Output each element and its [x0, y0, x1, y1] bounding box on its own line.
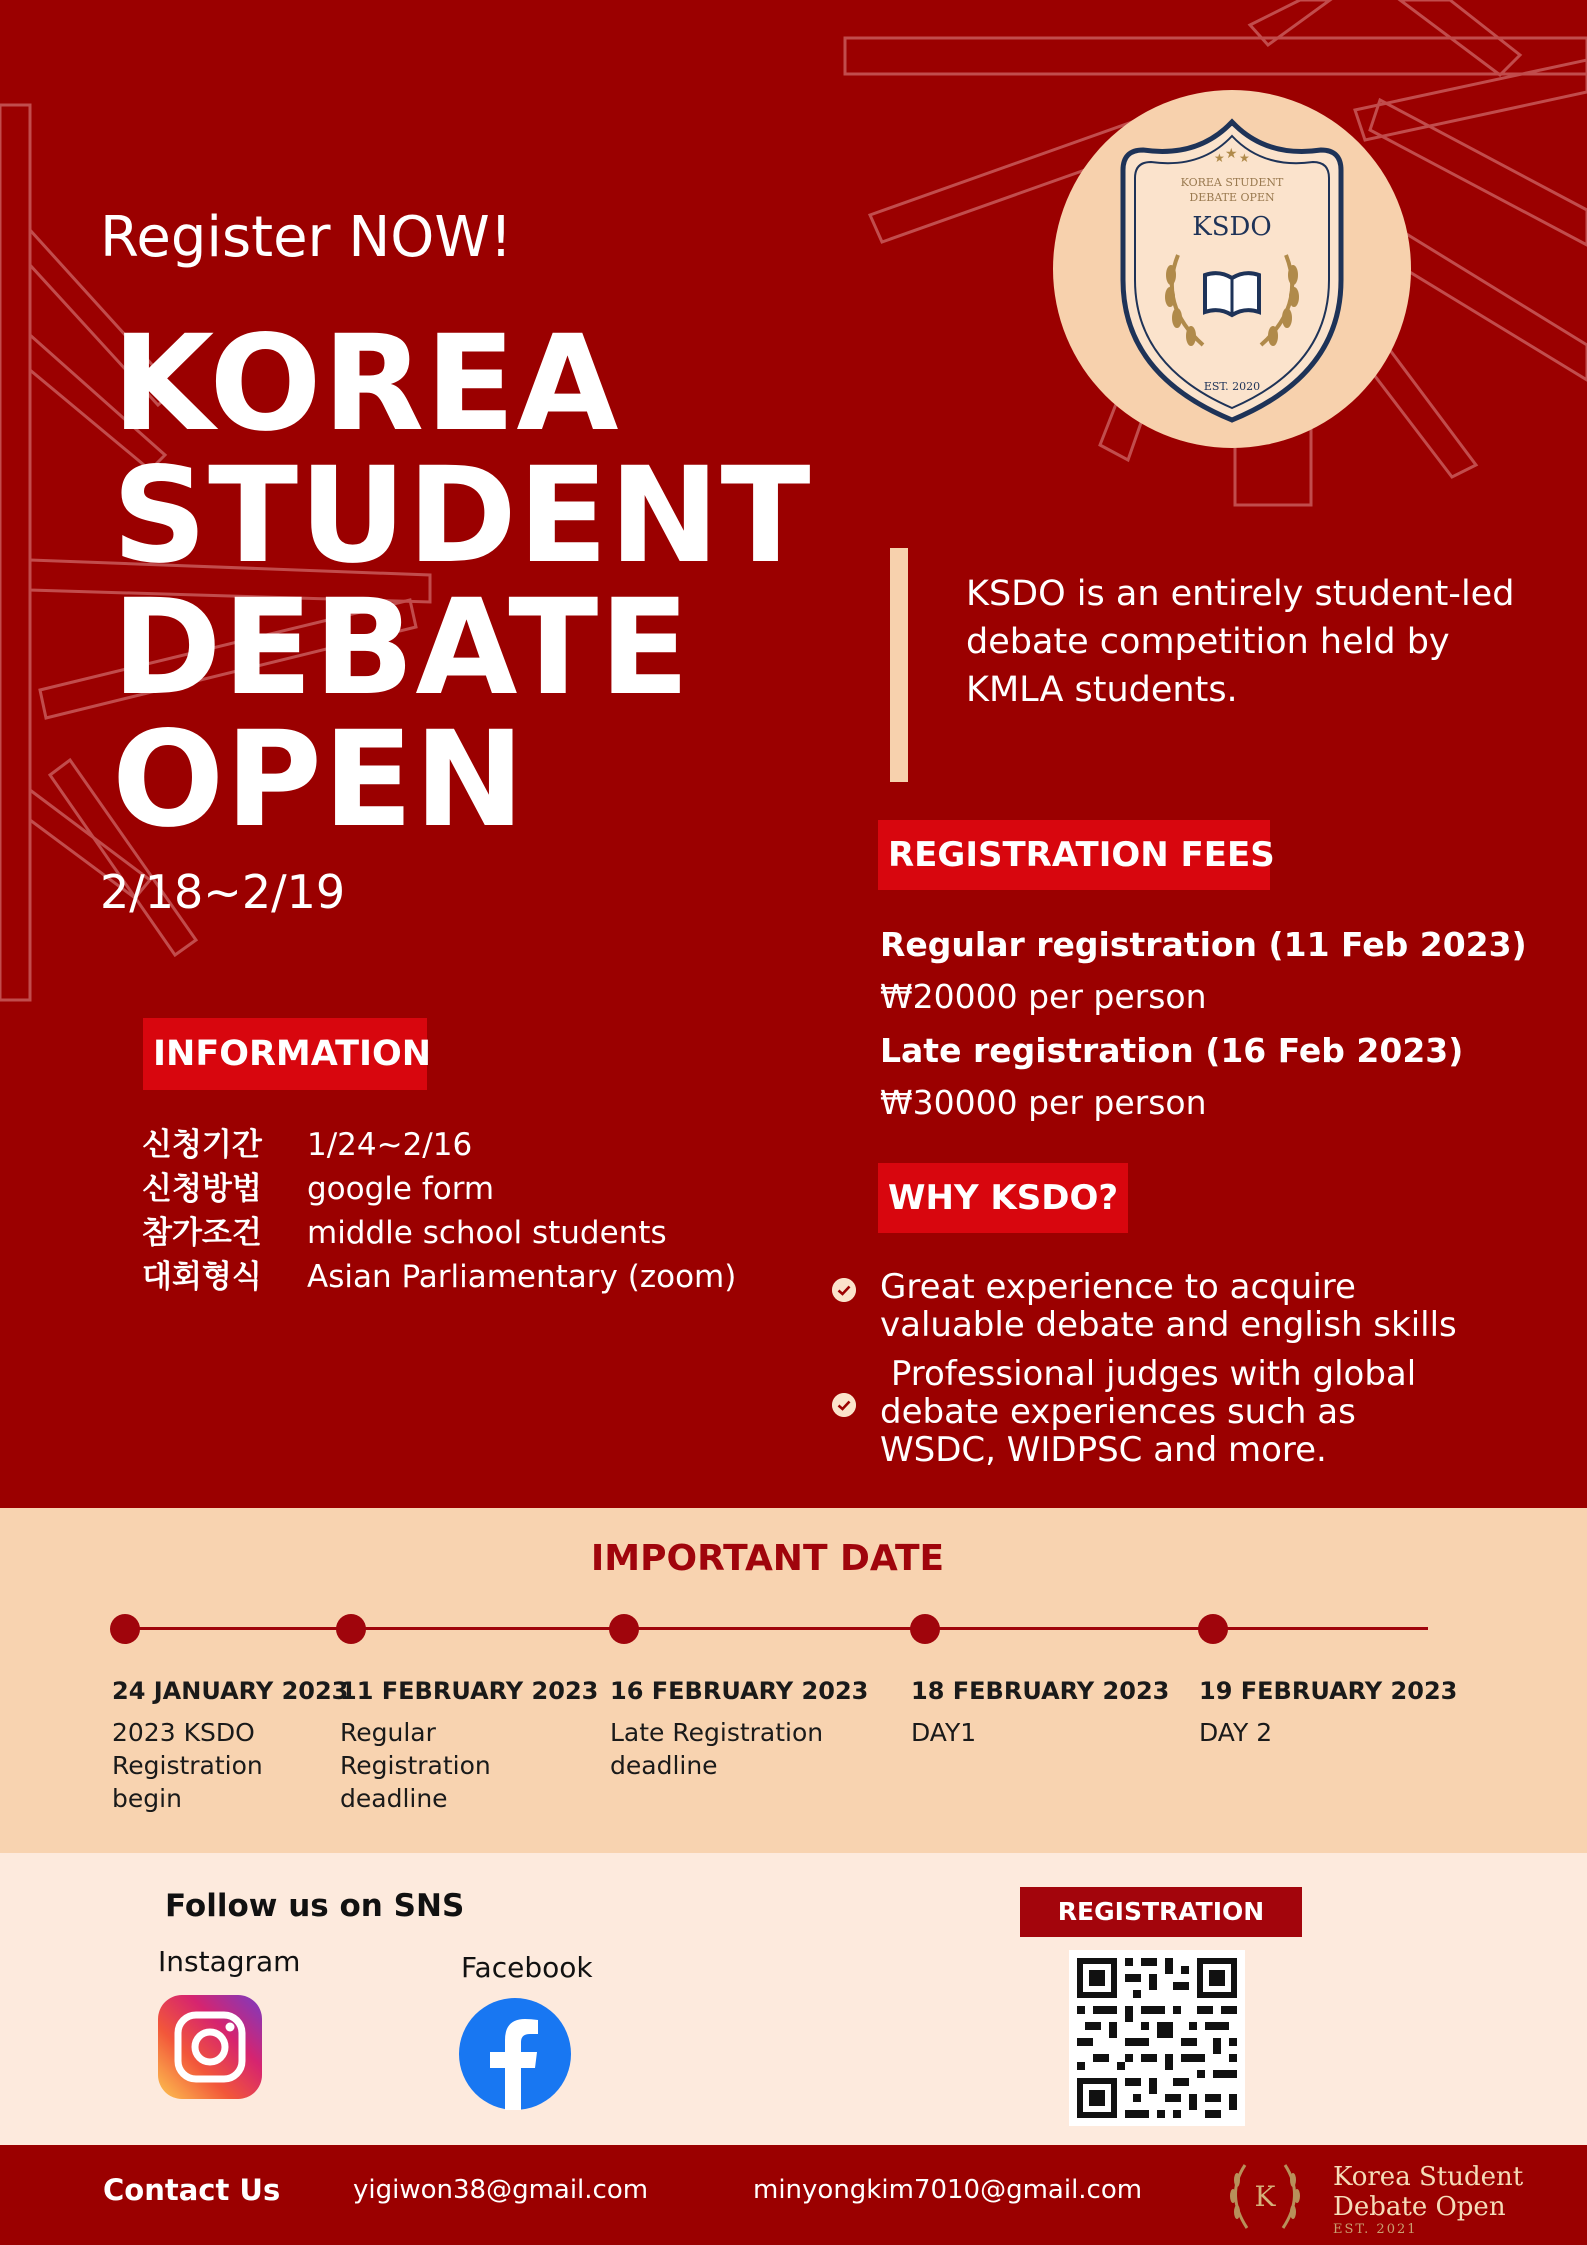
email-link[interactable]: minyongkim7010@gmail.com [753, 2175, 1143, 2205]
title-line: DEBATE [112, 571, 691, 725]
event-title [112, 307, 812, 857]
event-desc: Regular Registration deadline [340, 1718, 491, 1813]
timeline-event [911, 1666, 1170, 1749]
footer [0, 2145, 1587, 2245]
timeline-dot [110, 1614, 140, 1644]
timeline-event [340, 1666, 599, 1815]
title-line: STUDENT [112, 439, 812, 593]
fee-title: Late registration (16 Feb 2023) [880, 1031, 1464, 1070]
svg-text:★: ★ [1225, 146, 1238, 162]
info-row [142, 1211, 736, 1255]
shield-emblem-icon [1053, 90, 1411, 448]
facebook-icon[interactable] [459, 1998, 571, 2110]
title-line: KOREA [112, 307, 620, 461]
svg-text:★: ★ [1214, 151, 1225, 165]
info-row [142, 1255, 736, 1299]
why-ksdo-heading: WHY KSDO? [878, 1163, 1128, 1233]
about-text: KSDO is an entirely student-led debate competition held by KMLA students. [966, 574, 1515, 710]
sns-section [0, 1853, 1587, 2145]
logo-org-line2: DEBATE OPEN [1189, 191, 1275, 204]
info-key: 대회형식 [142, 1259, 262, 1295]
instagram-label: Instagram [158, 1945, 301, 1978]
footer-org-name [1333, 2162, 1523, 2222]
svg-text:★: ★ [1239, 151, 1250, 165]
info-key: 신청기간 [142, 1127, 262, 1163]
event-date: 24 JANUARY 2023 [112, 1677, 349, 1705]
timeline-dot [1198, 1614, 1228, 1644]
fee-price: ₩30000 per person [880, 1083, 1207, 1122]
why-item-text: Professional judges with global debate experiences such as WSDC, WIDPSC and more. [880, 1354, 1427, 1470]
follow-heading: Follow us on SNS [165, 1888, 465, 1924]
registration-form-label: REGISTRATION [1020, 1887, 1302, 1937]
fee-title: Regular registration (11 Feb 2023) [880, 925, 1527, 964]
facebook-label: Facebook [461, 1951, 593, 1984]
timeline-dot [609, 1614, 639, 1644]
event-desc: Late Registration deadline [610, 1718, 824, 1780]
email-link[interactable]: yigiwon38@gmail.com [353, 2175, 649, 2205]
logo-abbr: KSDO [1192, 212, 1272, 242]
event-date: 11 FEBRUARY 2023 [340, 1677, 599, 1705]
ksdo-logo [1053, 90, 1411, 448]
footer-est: EST. 2021 [1333, 2222, 1418, 2237]
information-table [142, 1123, 736, 1299]
event-desc: DAY1 [911, 1718, 977, 1747]
timeline-event [112, 1666, 349, 1815]
contact-heading: Contact Us [103, 2173, 281, 2207]
event-desc: 2023 KSDO Registration begin [112, 1718, 263, 1813]
important-date-heading: IMPORTANT DATE [590, 1538, 945, 1579]
registration-fees-heading: REGISTRATION FEES [878, 820, 1270, 890]
instagram-icon[interactable] [158, 1995, 262, 2099]
timeline-dot [910, 1614, 940, 1644]
event-date: 19 FEBRUARY 2023 [1199, 1677, 1458, 1705]
fees-list [880, 920, 1540, 1132]
timeline-dot [336, 1614, 366, 1644]
check-circle-icon [832, 1393, 856, 1417]
info-row [142, 1123, 736, 1167]
event-date: 18 FEBRUARY 2023 [911, 1677, 1170, 1705]
timeline-line [125, 1627, 1428, 1630]
timeline-event [610, 1666, 869, 1782]
footer-org-line1: Korea Student [1333, 2162, 1524, 2192]
info-value: Asian Parliamentary (zoom) [307, 1259, 737, 1295]
event-dates: 2/18~2/19 [100, 865, 346, 919]
info-row [142, 1167, 736, 1211]
qr-code[interactable] [1069, 1950, 1245, 2126]
info-value: google form [307, 1171, 495, 1207]
info-value: 1/24~2/16 [307, 1127, 473, 1163]
footer-org-line2: Debate Open [1333, 2192, 1506, 2222]
timeline-event [1199, 1666, 1458, 1749]
logo-org-line1: KOREA STUDENT [1180, 176, 1284, 189]
info-key: 참가조건 [142, 1215, 262, 1251]
information-heading: INFORMATION [143, 1018, 427, 1090]
check-circle-icon [832, 1278, 856, 1302]
fee-price: ₩20000 per person [880, 977, 1207, 1016]
register-now-text: Register NOW! [100, 205, 513, 270]
important-dates-section [0, 1508, 1587, 1853]
logo-letter: K [1254, 2180, 1276, 2213]
info-key: 신청방법 [142, 1171, 262, 1207]
laurel-k-logo-icon [1215, 2150, 1315, 2240]
why-item-text: Great experience to acquire valuable debate and english skills [880, 1267, 1457, 1345]
info-value: middle school students [307, 1215, 667, 1251]
event-date: 16 FEBRUARY 2023 [610, 1677, 869, 1705]
logo-est: EST. 2020 [1203, 380, 1261, 393]
accent-bar [890, 548, 908, 782]
event-desc: DAY 2 [1199, 1718, 1273, 1747]
title-line: OPEN [112, 703, 526, 857]
